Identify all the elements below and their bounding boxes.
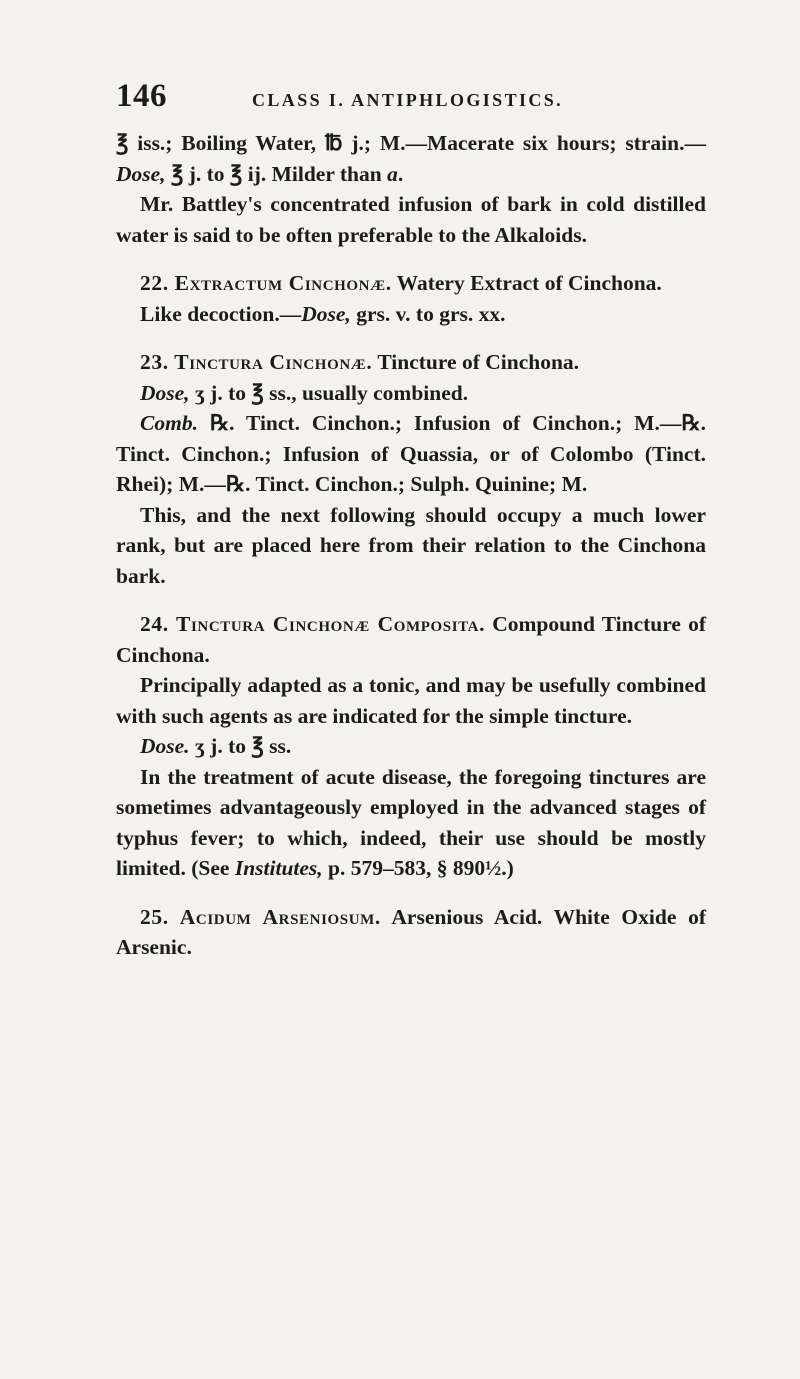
section-23-title: 23. Tinctura Cinchonæ.	[140, 350, 373, 374]
text: ℞. Tinct. Cinchon.; Infusion of Cinchon.; M.—℞. Tinct. Cinchon.; Infusion of Quassia, or of Colombo (Tinct. Rhei); M.—℞. Tinct. Cinchon.; Sulph. Quinine; M.	[116, 411, 706, 496]
section-24-treatment	[116, 762, 706, 884]
body-text	[116, 128, 706, 963]
text: .	[397, 161, 404, 186]
page-number: 146	[116, 78, 167, 114]
running-head: CLASS I. ANTIPHLOGISTICS.	[252, 90, 564, 110]
dose-label: Dose,	[140, 380, 190, 405]
section-25-subtitle: Arsenious Acid. White Oxide of Arsenic.	[116, 904, 706, 959]
section-23-combinations	[116, 408, 706, 500]
section-23-note: This, and the next following should occupy a much lower rank, but are placed here from their relation to the Cinchona bark.	[116, 502, 706, 588]
section-23-heading	[116, 347, 706, 378]
section-25-heading	[116, 902, 706, 963]
section-22-subtitle: Watery Extract of Cinchona.	[391, 271, 662, 295]
section-22-heading	[116, 268, 706, 299]
section-24-title: 24. Tinctura Cinchonæ Composita.	[140, 612, 486, 636]
comb-label: Comb.	[140, 411, 198, 435]
paragraph-battley: Mr. Battley's concentrated infusion of bark in cold distilled water is said to be often preferable to the Alkaloids.	[116, 192, 706, 247]
dose-label: Dose.	[140, 734, 190, 758]
text: ʒ j. to ℥ ss.	[189, 734, 292, 758]
text: ℥ j. to ℥ ij. Milder than	[165, 161, 388, 186]
paragraph-infusion-end	[116, 128, 706, 189]
section-24-heading	[116, 609, 706, 670]
section-22-title: 22. Extractum Cinchonæ.	[140, 271, 392, 295]
dose-label: Dose,	[301, 301, 351, 326]
text: p. 579–583, § 890½.)	[322, 856, 514, 880]
section-23-dose	[116, 378, 706, 409]
section-25-title: 25. Acidum Arseniosum.	[140, 904, 381, 929]
section-24-dose	[116, 731, 706, 762]
text: In the treatment of acute disease, the foregoing tinctures are sometimes advantageously employed in the advanced stages of typhus fever; to which, indeed, their use should be mostly limited. (See	[116, 764, 706, 880]
text: grs. v. to grs. xx.	[350, 301, 506, 326]
institutes-reference: Institutes,	[234, 856, 323, 880]
page-header	[116, 78, 716, 118]
text: ℥ iss.; Boiling Water, ℔ j.; M.—Macerate six hours; strain.—	[116, 131, 706, 155]
text: Like decoction.—	[140, 301, 302, 326]
section-24-body: Principally adapted as a tonic, and may be usefully combined with such agents as are indicated for the simple tincture.	[116, 673, 706, 728]
reference-letter: a	[387, 161, 398, 186]
section-23-subtitle: Tincture of Cinchona.	[372, 350, 580, 374]
text: ʒ j. to ℥ ss., usually combined.	[189, 380, 469, 405]
section-24-subtitle: Compound Tincture of Cinchona.	[116, 612, 706, 667]
section-22-body	[116, 299, 706, 330]
dose-label: Dose,	[116, 161, 166, 186]
